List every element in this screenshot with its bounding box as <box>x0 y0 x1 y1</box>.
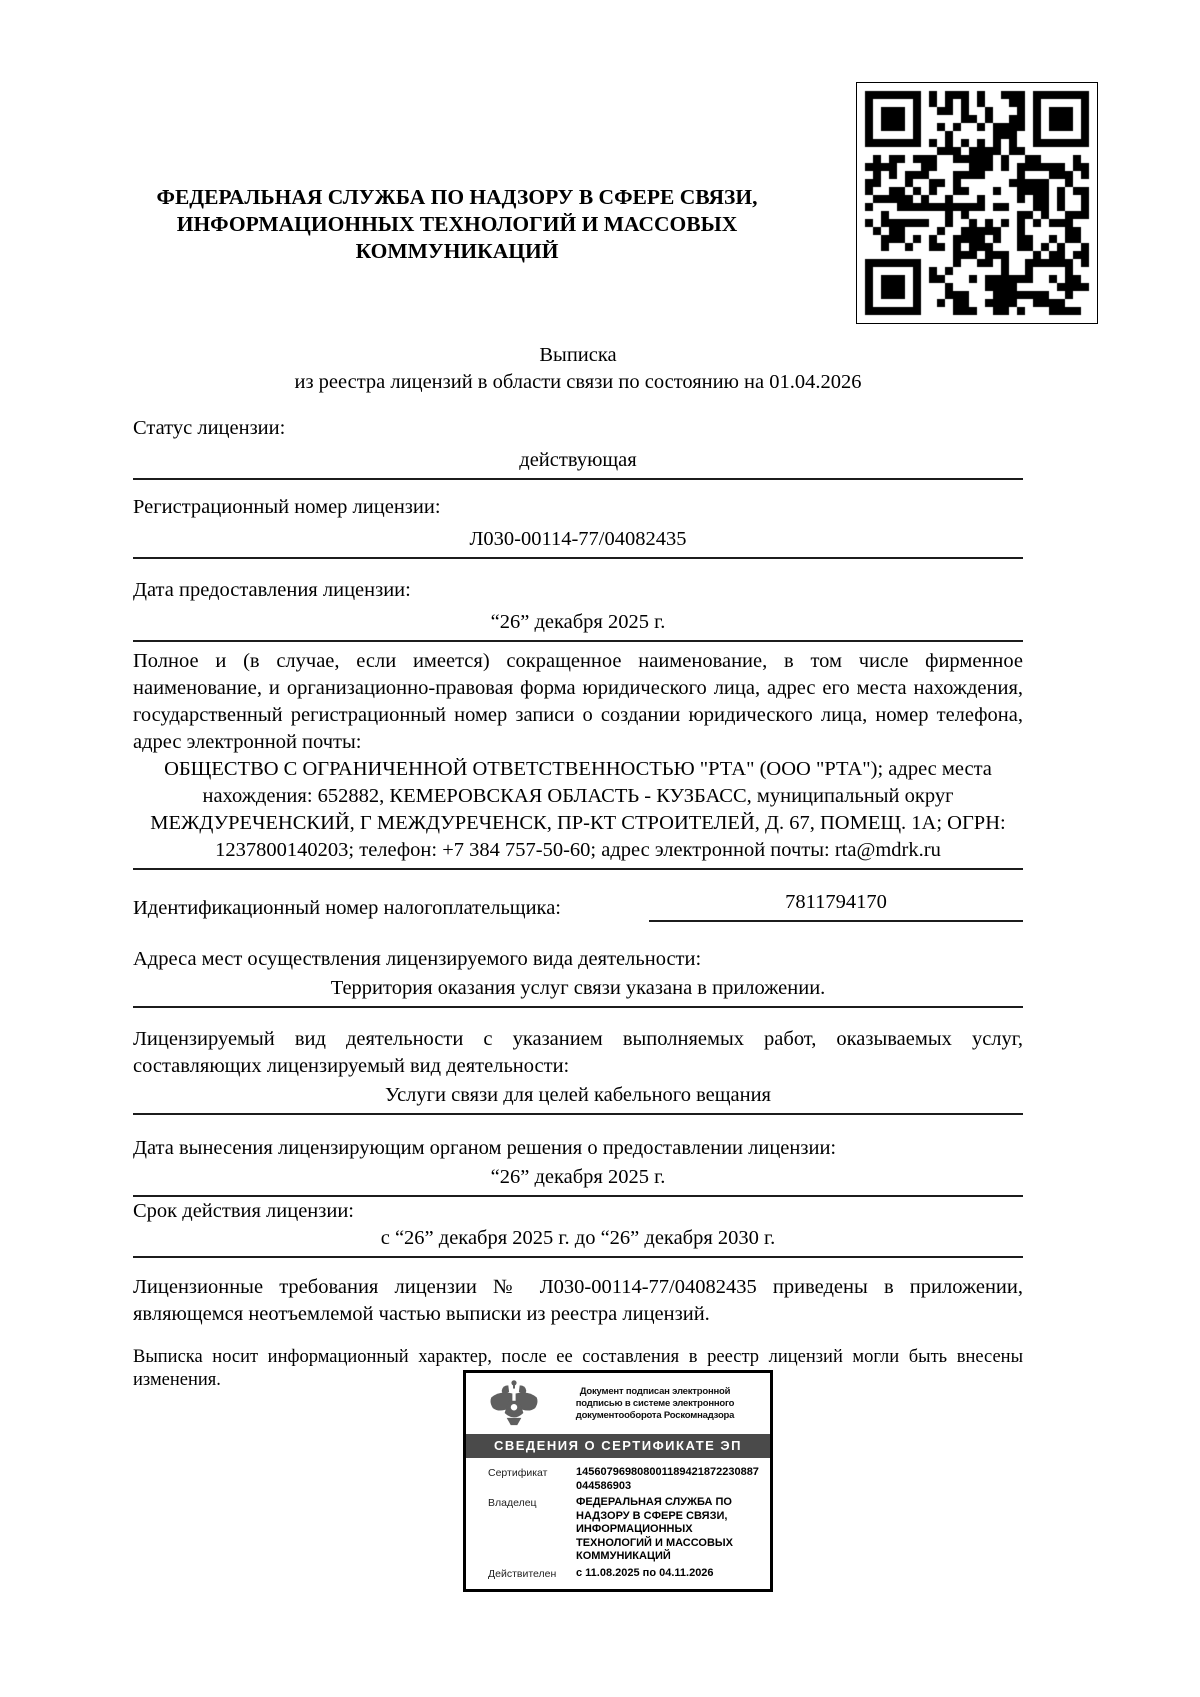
certificate-row <box>488 1567 762 1581</box>
requirements-note: Лицензионные требования лицензии № Л030-00114-77/04082435 приведены в приложении, являющемся неотъемлемой частью выписки из реестра лицензий. <box>133 1276 1023 1325</box>
field-label: Дата предоставления лицензии: <box>133 579 411 601</box>
document-title: Выписка <box>539 344 617 366</box>
field-license-status <box>133 415 1023 480</box>
signed-by-line: подписью в системе электронного <box>575 1398 735 1409</box>
agency-header-line: КОММУНИКАЦИЙ <box>355 239 559 263</box>
field-label: Идентификационный номер налогоплательщика: <box>133 897 561 919</box>
field-validity-period <box>133 1198 1023 1258</box>
field-label: Срок действия лицензии: <box>133 1200 354 1222</box>
stamp-header <box>466 1373 770 1434</box>
field-value: с “26” декабря 2025 г. до “26” декабря 2030 г. <box>133 1225 1023 1258</box>
field-taxpayer-number <box>133 889 1023 922</box>
informational-note: Выписка носит информационный характер, после ее составления в реестр лицензий могли быть внесены изменения. <box>133 1347 1023 1390</box>
field-value: 7811794170 <box>649 889 1023 922</box>
field-label: Адреса мест осуществления лицензируемого вида деятельности: <box>133 948 702 970</box>
field-grant-date <box>133 577 1023 642</box>
field-value: Услуги связи для целей кабельного вещания <box>133 1082 1023 1115</box>
signature-stamp <box>463 1370 773 1592</box>
field-licensed-activity <box>133 1026 1023 1115</box>
document-subtitle: из реестра лицензий в области связи по состоянию на 01.04.2026 <box>294 371 862 393</box>
roskomnadzor-eagle-emblem-icon <box>488 1378 540 1430</box>
document-body <box>133 342 1023 1392</box>
certificate-row-label: Владелец <box>488 1497 537 1509</box>
field-value: “26” декабря 2025 г. <box>133 1164 1023 1197</box>
certificate-row <box>488 1466 762 1493</box>
agency-header <box>133 184 781 265</box>
field-label: Дата вынесения лицензирующим органом решения о предоставлении лицензии: <box>133 1137 837 1159</box>
field-value: Территория оказания услуг связи указана в приложении. <box>133 975 1023 1008</box>
signed-by-line: Документ подписан электронной <box>579 1386 731 1397</box>
field-value: “26” декабря 2025 г. <box>133 609 1023 642</box>
field-value: ОБЩЕСТВО С ОГРАНИЧЕННОЙ ОТВЕТСТВЕННОСТЬЮ "РТА" (ООО "РТА"); адрес места нахождения: 652882, КЕМЕРОВСКАЯ ОБЛАСТЬ - КУЗБАСС, муниципальный округ МЕЖДУРЕЧЕНСКИЙ, Г МЕЖДУРЕЧЕНСК, ПР-КТ СТРОИТЕЛЕЙ, Д. 67, ПОМЕЩ. 1А; ОГРН: 1237800140203; телефон: +7 384 757-50-60; адрес электронной почты: rta@mdrk.ru <box>133 756 1023 870</box>
agency-header-line: ИНФОРМАЦИОННЫХ ТЕХНОЛОГИЙ И МАССОВЫХ <box>176 212 738 236</box>
field-value: действующая <box>133 447 1023 480</box>
certificate-row-label: Сертификат <box>488 1467 548 1479</box>
certificate-row-value: ФЕДЕРАЛЬНАЯ СЛУЖБА ПО НАДЗОРУ В СФЕРЕ СВЯЗИ, ИНФОРМАЦИОННЫХ ТЕХНОЛОГИЙ И МАССОВЫХ КОММУНИКАЦИЙ <box>576 1496 734 1562</box>
certificate-row-label: Действителен <box>488 1567 557 1580</box>
field-label: Регистрационный номер лицензии: <box>133 496 441 518</box>
certificate-band-title: СВЕДЕНИЯ О СЕРТИФИКАТЕ ЭП <box>466 1434 770 1458</box>
signed-by-line: документооборота Роскомнадзора <box>575 1410 735 1421</box>
certificate-row-value: с 11.08.2025 по 04.11.2026 <box>576 1566 714 1579</box>
field-label: Полное и (в случае, если имеется) сокращенное наименование, в том числе фирменное наименование, и организационно-правовая форма юридического лица, адрес его места нахождения, государственный регистрационный номер записи о создании юридического лица, номер телефона, адрес электронной почты: <box>133 650 1023 753</box>
field-activity-addresses <box>133 946 1023 1008</box>
field-label: Статус лицензии: <box>133 417 286 439</box>
certificate-details <box>466 1458 770 1589</box>
field-legal-entity <box>133 648 1023 870</box>
signed-by-text <box>540 1386 762 1422</box>
certificate-row <box>488 1496 762 1564</box>
field-label: Лицензируемый вид деятельности с указанием выполняемых работ, оказываемых услуг, составляющих лицензируемый вид деятельности: <box>133 1028 1023 1077</box>
qr-code-canvas <box>857 83 1097 323</box>
qr-code <box>856 82 1098 324</box>
field-registration-number <box>133 494 1023 559</box>
field-value: Л030-00114-77/04082435 <box>133 526 1023 559</box>
field-decision-date <box>133 1135 1023 1197</box>
certificate-row-value: 145607969808001189421872230887044586903 <box>576 1466 759 1492</box>
agency-header-line: ФЕДЕРАЛЬНАЯ СЛУЖБА ПО НАДЗОРУ В СФЕРЕ СВЯЗИ, <box>156 185 758 209</box>
